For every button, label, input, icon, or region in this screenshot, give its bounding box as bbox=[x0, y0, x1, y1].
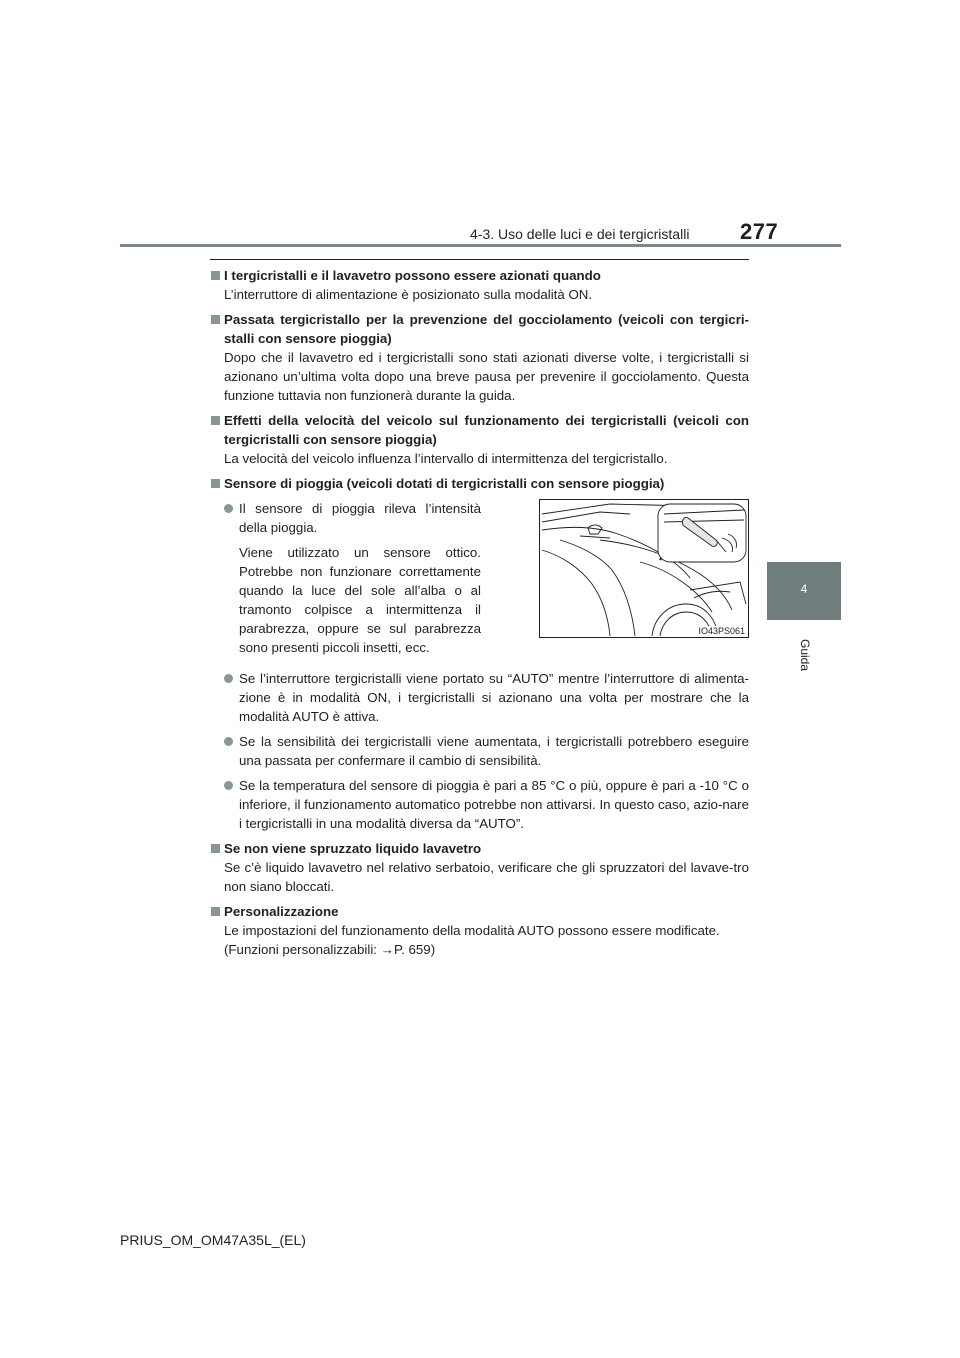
rain-sensor-figure bbox=[539, 499, 749, 638]
chapter-label: Guida bbox=[798, 638, 812, 672]
page-number: 277 bbox=[740, 219, 779, 244]
rain-sensor-text bbox=[211, 499, 481, 663]
section-body: L’interruttore di alimentazione è posizionato sulla modalità ON. bbox=[224, 287, 593, 302]
square-bullet-icon bbox=[211, 844, 220, 853]
section-body: Dopo che il lavavetro ed i tergicristalli sono stati azionati diverse volte, i tergicristalli si azionano un’ultima volta dopo una breve pausa per prevenire il gocciolamento. Questa funzione tuttavia non funzionerà durante la guida. bbox=[224, 350, 749, 403]
square-bullet-icon bbox=[211, 315, 220, 324]
section-title: I tergicristalli e il lavavetro possono essere azionati quando bbox=[211, 266, 749, 285]
figure-code: IO43PS061 bbox=[698, 626, 745, 636]
car-windshield-illustration bbox=[540, 500, 748, 637]
section-no-washer-fluid bbox=[211, 839, 749, 896]
page-content bbox=[211, 266, 749, 965]
header-section-title: 4-3. Uso delle luci e dei tergicristalli bbox=[470, 226, 690, 242]
section-body: Le impostazioni del funzionamento della modalità AUTO possono essere modificate. bbox=[224, 923, 720, 938]
chapter-number: 4 bbox=[800, 582, 808, 596]
section-title: Effetti della velocità del veicolo sul funzionamento dei tergicristalli (veicoli con tergicristalli con sensore pioggia) bbox=[211, 411, 749, 449]
section-vehicle-speed bbox=[211, 411, 749, 468]
section-rain-sensor bbox=[211, 474, 749, 833]
section-drip-prevention bbox=[211, 310, 749, 405]
section-body: Se c’è liquido lavavetro nel relativo serbatoio, verificare che gli spruzzatori del lavave-tro non siano bloccati. bbox=[224, 860, 749, 894]
square-bullet-icon bbox=[211, 271, 220, 280]
round-bullet-icon bbox=[224, 737, 233, 746]
list-item: Se la temperatura del sensore di pioggia è pari a 85 °C o più, oppure è pari a -10 °C o inferiore, il funzionamento automatico potrebbe non attivarsi. In questo caso, azio-nare i tergicristalli in una modalità diversa da “AUTO”. bbox=[211, 776, 749, 833]
list-item: Il sensore di pioggia rileva l’intensità della pioggia. Viene utilizzato un sensore ottico. Potrebbe non funzionare correttamente quando la luce del sole all’alba o al tramonto colpisce a intermittenza il parabrezza, oppure se sul parabrezza sono presenti piccoli insetti, ecc. bbox=[211, 499, 481, 657]
footer-document-id: PRIUS_OM_OM47A35L_(EL) bbox=[120, 1232, 306, 1248]
content-rule bbox=[210, 259, 749, 260]
section-customization bbox=[211, 902, 749, 959]
rain-sensor-block bbox=[211, 499, 749, 663]
section-title: Passata tergicristallo per la prevenzione del gocciolamento (veicoli con tergicri-stalli con sensore pioggia) bbox=[211, 310, 749, 348]
round-bullet-icon bbox=[224, 504, 233, 513]
chapter-tab[interactable] bbox=[767, 562, 841, 620]
square-bullet-icon bbox=[211, 416, 220, 425]
section-title: Se non viene spruzzato liquido lavavetro bbox=[211, 839, 749, 858]
section-title: Personalizzazione bbox=[211, 902, 749, 921]
list-item: Se l’interruttore tergicristalli viene portato su “AUTO” mentre l’interruttore di alimenta-zione è in modalità ON, i tergicristalli si azionano una volta per mostrare che la modalità AUTO è attiva. bbox=[211, 669, 749, 726]
round-bullet-icon bbox=[224, 674, 233, 683]
section-wipers-operable bbox=[211, 266, 749, 304]
list-item: Se la sensibilità dei tergicristalli viene aumentata, i tergicristalli potrebbero eseguire una passata per confermare il cambio di sensibilità. bbox=[211, 732, 749, 770]
square-bullet-icon bbox=[211, 907, 220, 916]
round-bullet-icon bbox=[224, 781, 233, 790]
square-bullet-icon bbox=[211, 479, 220, 488]
section-body: La velocità del veicolo influenza l’intervallo di intermittenza del tergicristallo. bbox=[224, 451, 668, 466]
header-rule bbox=[120, 244, 841, 247]
page-reference-link[interactable]: (Funzioni personalizzabili: →P. 659) bbox=[224, 942, 436, 957]
section-title: Sensore di pioggia (veicoli dotati di tergicristalli con sensore pioggia) bbox=[211, 474, 749, 493]
